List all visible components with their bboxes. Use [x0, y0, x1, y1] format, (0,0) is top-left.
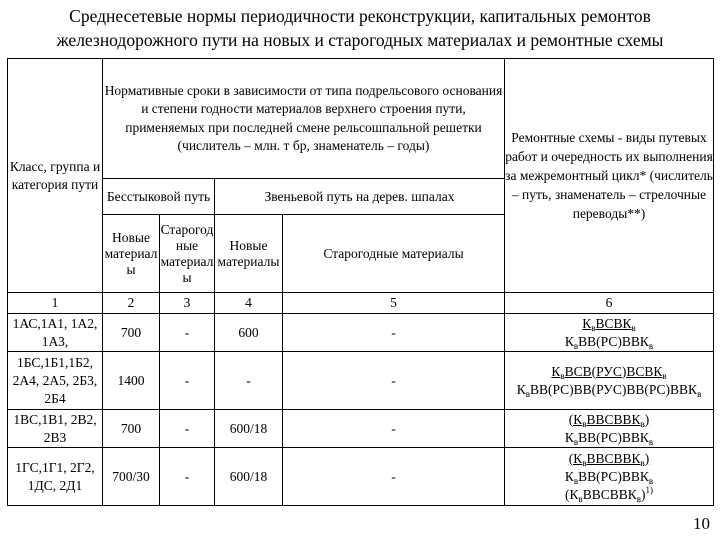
row-value-old-link: - [283, 352, 505, 410]
header-old-materials-link: Старогодные материалы [283, 215, 505, 293]
column-number: 2 [103, 293, 160, 314]
row-scheme [505, 352, 714, 410]
scheme-numerator: $К_вВСВ(РУС)ВСВК_в$ [551, 363, 667, 381]
row-value-new-link: 600 [215, 314, 283, 352]
header-class: Класс, группа и категория пути [8, 59, 103, 293]
scheme-numerator: $(К_вВВСВВК_в)$ [568, 450, 650, 468]
scheme-denominator: $К_вВВ(РС)ВВК_в$ [564, 468, 654, 486]
column-number: 6 [505, 293, 714, 314]
header-jointless-track: Бесстыковой путь [103, 179, 215, 215]
row-value-old-jointless: - [160, 352, 215, 410]
header-schemes: Ремонтные схемы - виды путевых работ и очередность их выполнения за межремонтный цикл* (числитель – путь, знаменатель – стрелочные переводы**) [505, 59, 714, 293]
row-value-old-link: - [283, 314, 505, 352]
table-row [8, 314, 714, 352]
column-number: 3 [160, 293, 215, 314]
row-scheme [505, 448, 714, 506]
row-value-new-jointless: 700 [103, 314, 160, 352]
row-value-new-link: 600/18 [215, 448, 283, 506]
scheme-denominator: $К_вВВ(РС)ВВ(РУС)ВВ(РС)ВВК_в$ [516, 381, 702, 399]
row-scheme [505, 410, 714, 448]
row-class: 1ВС,1В1, 2В2, 2В3 [8, 410, 103, 448]
norms-table [7, 58, 714, 506]
scheme-numerator: $К_вВСВК_в$ [582, 315, 636, 333]
header-old-materials-jointless: Старогодные материалы [160, 215, 215, 293]
title-line-1: Среднесетевые нормы периодичности реконструкции, капитальных ремонтов [69, 6, 651, 26]
table-row [8, 352, 714, 410]
column-number: 4 [215, 293, 283, 314]
row-value-new-jointless: 700/30 [103, 448, 160, 506]
column-number: 5 [283, 293, 505, 314]
column-numbers-row [8, 293, 714, 314]
row-value-old-link: - [283, 410, 505, 448]
column-number: 1 [8, 293, 103, 314]
header-link-track: Звеньевой путь на дерев. шпалах [215, 179, 505, 215]
row-value-old-jointless: - [160, 448, 215, 506]
row-class: 1ГС,1Г1, 2Г2, 1ДС, 2Д1 [8, 448, 103, 506]
row-class: 1АС,1А1, 1А2, 1А3, [8, 314, 103, 352]
scheme-numerator: $(К_вВВСВВК_в)$ [568, 411, 650, 429]
row-value-old-link: - [283, 448, 505, 506]
header-new-materials-link: Новые материалы [215, 215, 283, 293]
table-row [8, 410, 714, 448]
scheme-footnote-line: $(К_вВВСВВК_в)^{1)}$ [564, 484, 654, 504]
row-value-old-jointless: - [160, 314, 215, 352]
row-value-old-jointless: - [160, 410, 215, 448]
row-value-new-link: 600/18 [215, 410, 283, 448]
header-new-materials-jointless: Новые материалы [103, 215, 160, 293]
row-class: 1БС,1Б1,1Б2, 2А4, 2А5, 2Б3, 2Б4 [8, 352, 103, 410]
document-title [0, 4, 720, 52]
row-value-new-link: - [215, 352, 283, 410]
page-number: 10 [693, 514, 710, 533]
scheme-denominator: $К_вВВ(РС)ВВК_в$ [564, 333, 654, 351]
scheme-denominator: $К_вВВ(РС)ВВК_в$ [564, 429, 654, 447]
row-value-new-jointless: 700 [103, 410, 160, 448]
table-row [8, 448, 714, 506]
title-line-2: железнодорожного пути на новых и старогодных материалах и ремонтные схемы [56, 30, 664, 50]
row-scheme [505, 314, 714, 352]
row-value-new-jointless: 1400 [103, 352, 160, 410]
header-norm-group: Нормативные сроки в зависимости от типа подрельсового основания и степени годности материалов верхнего строения пути, применяемых при последней смене рельсошпальной решетки (числитель – млн. т бр, знаменатель – годы) [103, 59, 505, 179]
